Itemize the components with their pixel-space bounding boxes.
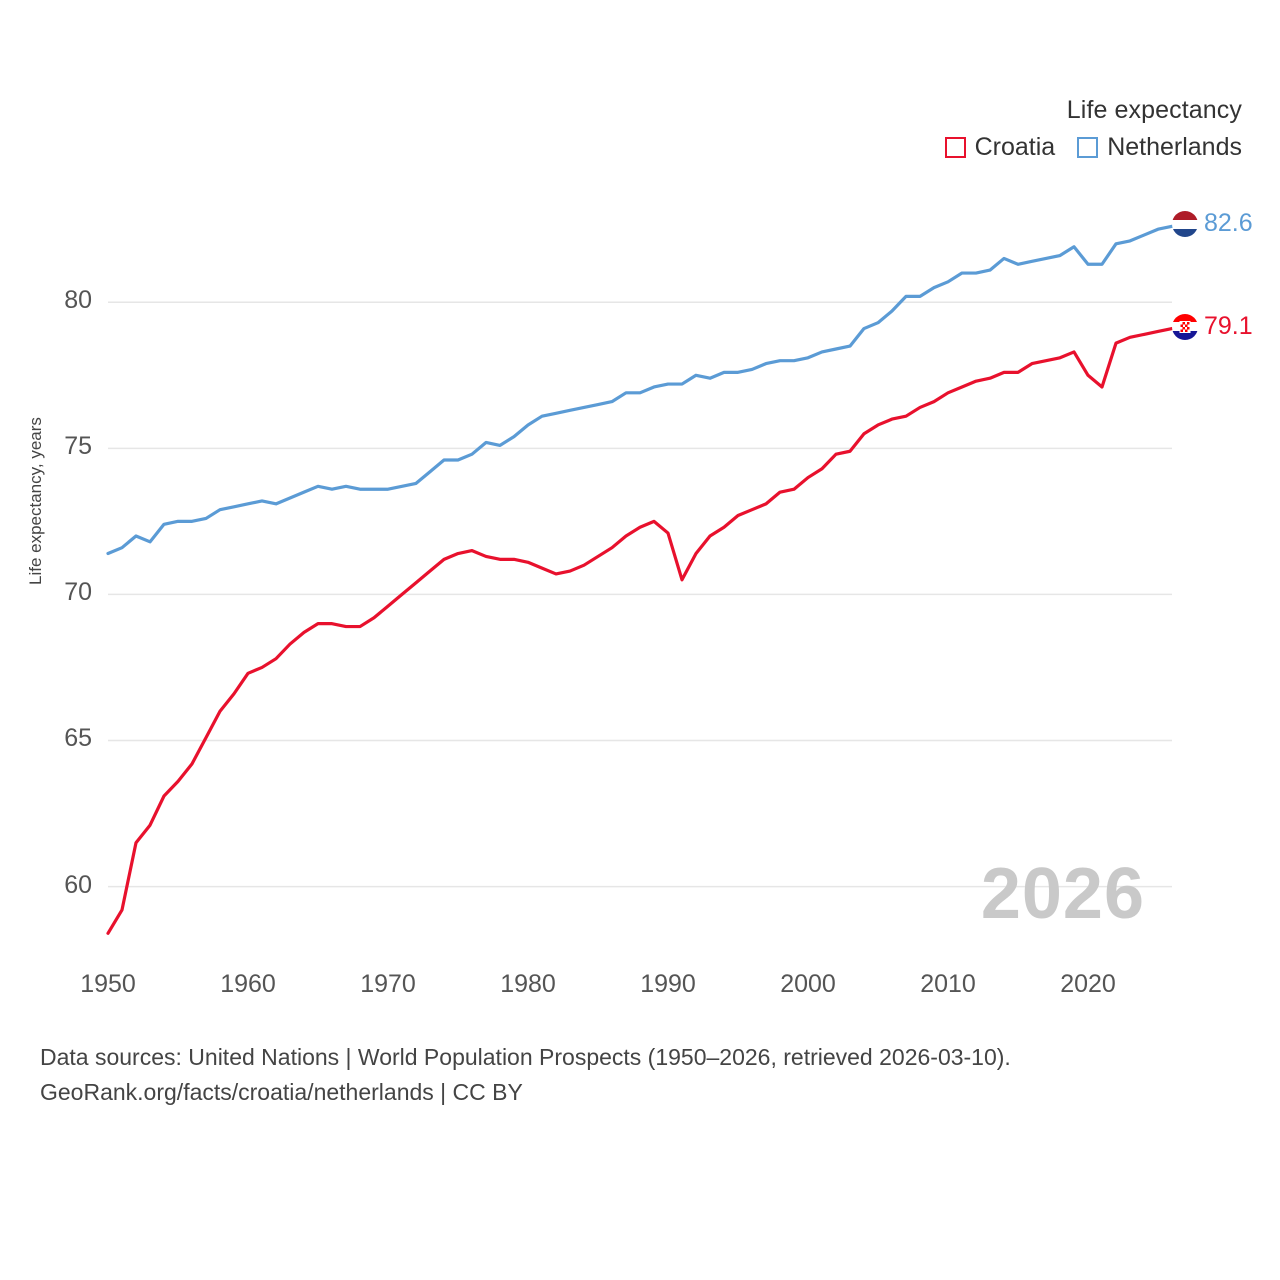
chart-footer bbox=[40, 1040, 1011, 1109]
y-tick-label: 80 bbox=[64, 286, 92, 315]
croatia-end-label: 79.1 bbox=[1172, 312, 1253, 341]
x-tick-label: 2000 bbox=[780, 970, 836, 998]
legend-label-netherlands: Netherlands bbox=[1107, 133, 1242, 161]
netherlands-end-label: 82.6 bbox=[1172, 209, 1253, 238]
chart-legend bbox=[945, 96, 1242, 162]
x-tick-label: 1970 bbox=[360, 970, 416, 998]
y-tick-label: 60 bbox=[64, 870, 92, 899]
y-axis-title: Life expectancy, years bbox=[26, 417, 45, 585]
x-tick-label: 1960 bbox=[220, 970, 276, 998]
x-tick-label: 2020 bbox=[1060, 970, 1116, 998]
legend-item-croatia[interactable] bbox=[945, 133, 1056, 162]
y-tick-label: 65 bbox=[64, 724, 92, 753]
legend-label-croatia: Croatia bbox=[974, 133, 1056, 161]
year-watermark: 2026 bbox=[980, 854, 1145, 934]
croatia-flag-icon bbox=[1172, 314, 1198, 340]
y-tick-label: 70 bbox=[64, 578, 92, 607]
series-line-croatia bbox=[108, 329, 1172, 934]
series-lines bbox=[108, 226, 1172, 933]
legend-title: Life expectancy bbox=[1066, 96, 1242, 124]
legend-item-netherlands[interactable] bbox=[1077, 133, 1242, 162]
x-tick-label: 1990 bbox=[640, 970, 696, 998]
netherlands-flag-icon bbox=[1172, 211, 1198, 237]
y-tick-label: 75 bbox=[64, 432, 92, 461]
legend-swatch-croatia bbox=[945, 137, 966, 158]
gridlines bbox=[108, 302, 1172, 886]
legend-swatch-netherlands bbox=[1077, 137, 1098, 158]
x-tick-label: 2010 bbox=[920, 970, 976, 998]
footer-line-2: GeoRank.org/facts/croatia/netherlands | CC BY bbox=[40, 1078, 523, 1105]
series-line-netherlands bbox=[108, 226, 1172, 553]
x-tick-label: 1980 bbox=[500, 970, 556, 998]
x-tick-label: 1950 bbox=[80, 970, 136, 998]
footer-line-1: Data sources: United Nations | World Population Prospects (1950–2026, retrieved 2026-03-10). bbox=[40, 1044, 1011, 1070]
